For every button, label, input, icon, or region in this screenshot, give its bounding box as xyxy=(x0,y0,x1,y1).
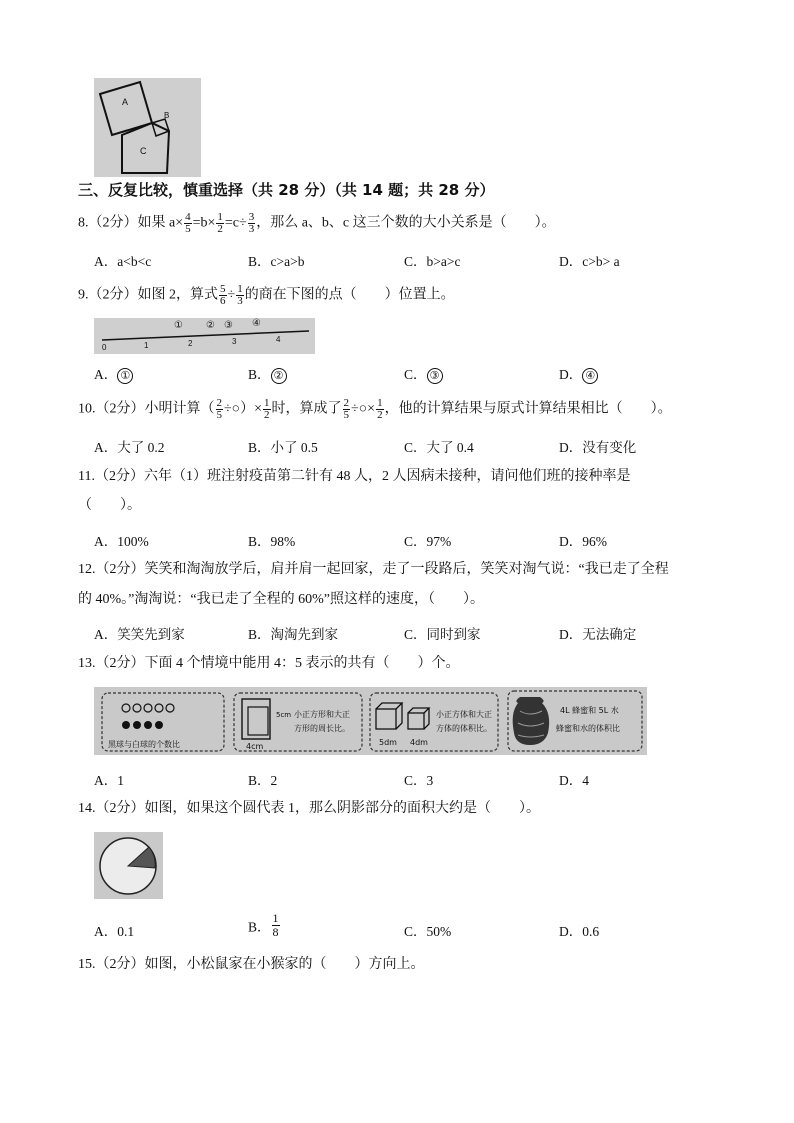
fraction: $\frac{5}{6}$ xyxy=(220,283,226,307)
q8-option-a[interactable]: A．a<b<c xyxy=(94,254,152,269)
squares-figure xyxy=(94,78,201,177)
question-8: 8.（2分）如果 a× $\frac{4}{5}$ =b× $\frac{1}{2}$ =c÷ $\frac{3}{3}$ ，那么 a、b、c 这三个数的大小关系是（ ）。 xyxy=(78,211,556,235)
point-1: ① xyxy=(174,320,183,331)
tick-label-1: 1 xyxy=(144,341,149,350)
q14-option-b[interactable]: B． $\frac{1}{8}$ xyxy=(248,911,279,939)
point-4: ④ xyxy=(252,318,261,329)
circle-figure xyxy=(94,832,163,899)
question-9: 9.（2分）如图 2，算式 $\frac{5}{6}$ ÷ $\frac{1}{3}$ 的商在下图的点（ ）位置上。 xyxy=(78,283,455,307)
circled-mark: ① xyxy=(117,368,133,384)
q8-option-d[interactable]: D．c>b> a xyxy=(559,254,620,269)
q12-option-b[interactable]: B．淘淘先到家 xyxy=(248,627,339,642)
number-line-figure xyxy=(94,318,315,354)
square-a-label: A xyxy=(122,97,129,107)
q11-option-c[interactable]: C．97% xyxy=(404,534,452,549)
question-11-line1: 11.（2分）六年（1）班注射疫苗第二针有 48 人，2 人因病未接种，请问他们班的接种率是 xyxy=(78,469,631,484)
tick-label-3: 3 xyxy=(232,337,237,346)
fraction: $\frac{1}{3}$ xyxy=(237,283,243,307)
q13-option-a[interactable]: A．1 xyxy=(94,773,124,788)
q12-option-d[interactable]: D．无法确定 xyxy=(559,627,637,642)
panel-2-text-1: 小正方形和大正 xyxy=(294,710,350,719)
q9-option-a[interactable]: A． ① xyxy=(94,363,133,384)
q8-option-b[interactable]: B．c>a>b xyxy=(248,254,305,269)
question-13: 13.（2分）下面 4 个情境中能用 4：5 表示的共有（ ）个。 xyxy=(78,656,460,671)
q12-option-a[interactable]: A．笑笑先到家 xyxy=(94,627,185,642)
circled-mark: ④ xyxy=(582,368,598,384)
question-10: 10.（2分）小明计算（ $\frac{2}{5}$ ÷○）× $\frac{1}{2}$ 时，算成了 $\frac{2}{5}$ ÷○× $\frac{1}{2}$ ，他的计算结果与原式计算结果相比（ ）。 xyxy=(78,397,672,421)
fraction: $\frac{3}{3}$ xyxy=(248,211,255,235)
panel-3-text-1: 小正方体和大正 xyxy=(436,710,492,719)
ratio-scenarios-svg xyxy=(94,687,647,755)
number-line-svg xyxy=(94,318,315,354)
panel-2-text-2: 方形的周长比。 xyxy=(294,724,350,733)
section-title: 三、反复比较，慎重选择（共 28 分）（共 14 题；共 28 分） xyxy=(78,181,495,199)
point-2: ② xyxy=(206,320,215,331)
tick-label-0: 0 xyxy=(102,343,107,352)
ratio-scenarios-figure xyxy=(94,687,647,755)
fraction: $\frac{4}{5}$ xyxy=(185,211,191,235)
question-8-number: 8.（2分） xyxy=(78,215,138,231)
tick-label-2: 2 xyxy=(188,339,193,348)
q13-option-d[interactable]: D．4 xyxy=(559,773,589,788)
fraction: $\frac{1}{8}$ xyxy=(272,911,279,939)
q9-option-c[interactable]: C． ③ xyxy=(404,363,443,384)
circled-mark: ③ xyxy=(427,368,443,384)
q14-option-c[interactable]: C．50% xyxy=(404,924,452,939)
fraction: $\frac{1}{2}$ xyxy=(377,397,383,421)
fraction: $\frac{1}{2}$ xyxy=(217,211,223,235)
panel-4-text-2: 蜂蜜和水的体积比 xyxy=(556,724,620,733)
q8-option-c[interactable]: C．b>a>c xyxy=(404,254,461,269)
question-14: 14.（2分）如图，如果这个圆代表 1，那么阴影部分的面积大约是（ ）。 xyxy=(78,801,540,816)
fraction: $\frac{2}{5}$ xyxy=(343,397,350,421)
q11-option-b[interactable]: B．98% xyxy=(248,534,296,549)
panel-1-caption: 黑球与白球的个数比 xyxy=(108,740,180,749)
fraction: $\frac{1}{2}$ xyxy=(264,397,270,421)
q11-option-d[interactable]: D．96% xyxy=(559,534,607,549)
q10-option-d[interactable]: D．没有变化 xyxy=(559,440,637,455)
point-3: ③ xyxy=(224,320,233,331)
question-12-line2: 的 40%。”淘淘说：“我已走了全程的 60%”照这样的速度，（ ）。 xyxy=(78,592,484,607)
question-11-line2: （ ）。 xyxy=(78,498,141,513)
question-10-number: 10.（2分） xyxy=(78,401,145,417)
q10-option-c[interactable]: C．大了 0.4 xyxy=(404,440,474,455)
q11-option-a[interactable]: A．100% xyxy=(94,534,149,549)
q12-option-c[interactable]: C．同时到家 xyxy=(404,627,481,642)
square-b-label: B xyxy=(164,111,170,120)
circled-mark: ② xyxy=(271,368,287,384)
question-15: 15.（2分）如图，小松鼠家在小猴家的（ ）方向上。 xyxy=(78,957,425,972)
question-12-line1: 12.（2分）笑笑和淘淘放学后，肩并肩一起回家，走了一段路后，笑笑对淘气说：“我已走了全程 xyxy=(78,562,669,577)
q9-option-b[interactable]: B． ② xyxy=(248,363,287,384)
square-c-label: C xyxy=(140,146,147,156)
squares-figure-svg xyxy=(94,78,201,177)
panel-3-text-2: 方体的体积比。 xyxy=(436,724,492,733)
q10-option-a[interactable]: A．大了 0.2 xyxy=(94,440,165,455)
question-9-number: 9.（2分） xyxy=(78,287,138,303)
panel-3-dim-5dm: 5dm xyxy=(379,738,397,747)
question-8-text: 如果 a× xyxy=(137,215,184,231)
q10-option-b[interactable]: B．小了 0.5 xyxy=(248,440,318,455)
panel-2-dim-4cm: 4cm xyxy=(246,742,264,751)
q9-option-d[interactable]: D． ④ xyxy=(559,363,598,384)
q14-option-a[interactable]: A．0.1 xyxy=(94,924,135,939)
panel-3-dim-4dm: 4dm xyxy=(410,738,428,747)
panel-4-text-1: 4L 蜂蜜和 5L 水 xyxy=(560,706,619,715)
circle-figure-svg xyxy=(94,832,163,899)
fraction: $\frac{2}{5}$ xyxy=(216,397,222,421)
q13-option-c[interactable]: C．3 xyxy=(404,773,434,788)
q14-option-d[interactable]: D．0.6 xyxy=(559,924,600,939)
tick-label-4: 4 xyxy=(276,335,281,344)
q13-option-b[interactable]: B．2 xyxy=(248,773,278,788)
panel-2-dim-5cm: 5cm xyxy=(276,711,292,719)
